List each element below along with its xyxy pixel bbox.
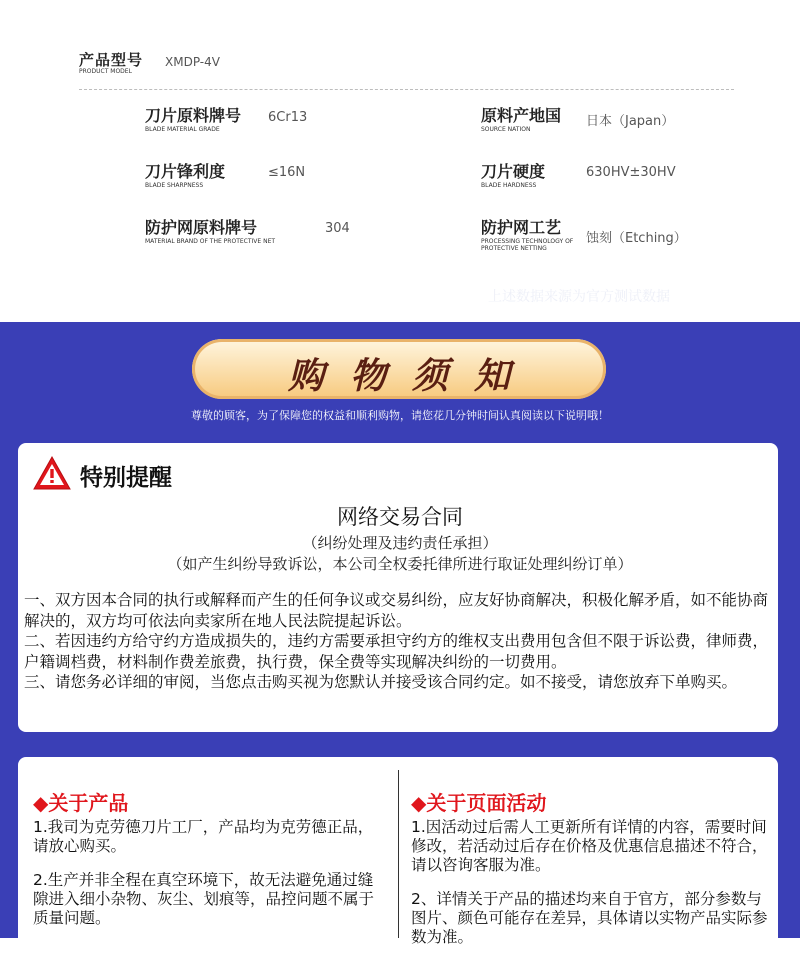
about-page-paragraph: 1.因活动过后需人工更新所有详情的内容，需要时间修改，若活动过后存在价格及优惠信息描述不符合，请以咨询客服为准。 (411, 818, 768, 874)
spec-net-process (481, 215, 591, 252)
contract-subtitle-2: （如产生纠纷导致诉讼，本公司全权委托律所进行取证处理纠纷订单） (167, 555, 633, 573)
spec-label: 刀片锋利度 (145, 162, 226, 181)
spec-net-material (145, 215, 275, 245)
spec-label: 刀片硬度 (481, 162, 546, 181)
about-product-section (33, 787, 388, 943)
spec-label: 刀片原料牌号 (145, 106, 242, 125)
spec-value: 日本（Japan） (586, 114, 675, 129)
spec-value: 6Cr13 (268, 110, 308, 125)
about-product-paragraph: 2.生产并非全程在真空环境下，故无法避免通过缝隙进入细小杂物、灰尘、划痕等，品控问题不属于质量问题。 (33, 871, 375, 927)
spec-blade-sharpness (145, 159, 225, 189)
contract-subtitle: （纠纷处理及违约责任承担） (302, 534, 498, 552)
column-divider (398, 770, 399, 938)
spec-blade-hardness (481, 159, 545, 189)
spec-value: 蚀刻（Etching） (586, 231, 687, 246)
spec-source-nation (481, 103, 561, 133)
spec-blade-grade (145, 103, 241, 133)
spec-label-en: BLADE HARDNESS (481, 182, 537, 189)
spec-label: 防护网工艺 (481, 218, 562, 237)
notice-banner (192, 339, 606, 399)
about-product-title: ◆关于产品 (33, 791, 129, 815)
product-model-value: XMDP-4V (165, 55, 220, 69)
notice-subtitle: 尊敬的顾客，为了保障您的权益和顺利购物，请您花几分钟时间认真阅读以下说明哦！ (191, 409, 609, 422)
warning-title: 特别提醒 (80, 465, 172, 491)
spec-label-en: BLADE MATERIAL GRADE (145, 126, 220, 133)
spec-label-en: SOURCE NATION (481, 126, 531, 133)
contract-clause: 三、请您务必详细的审阅，当您点击购买视为您默认并接受该合同约定。如不接受，请您放弃下单购买。 (24, 673, 738, 691)
spec-section (0, 0, 800, 322)
contract-clause: 一、双方因本合同的执行或解释而产生的任何争议或交易纠纷，应友好协商解决，积极化解矛盾，如不能协商解决的，双方均可依法向卖家所在地人民法院提起诉讼。 (24, 591, 769, 630)
about-product-paragraph: 1.我司为克劳德刀片工厂，产品均为克劳德正品，请放心购买。 (33, 818, 374, 855)
spec-label-en: PROCESSING TECHNOLOGY OF PROTECTIVE NETTING (481, 238, 574, 252)
spec-value: 304 (325, 221, 350, 236)
product-model-label: 产品型号 (79, 51, 144, 69)
about-page-title: ◆关于页面活动 (411, 791, 547, 815)
faded-footnote: 上述数据来源为官方测试数据 (488, 289, 670, 305)
spec-value: ≤16N (268, 165, 306, 180)
spec-label-en: BLADE SHARPNESS (145, 182, 204, 189)
notice-banner-title: 购物须知 (287, 356, 536, 397)
dashed-divider (79, 89, 734, 90)
spec-label: 原料产地国 (481, 106, 562, 125)
about-page-paragraph: 2、详情关于产品的描述均来自于官方，部分参数与图片、颜色可能存在差异，具体请以实物产品实际参数为准。 (411, 890, 768, 946)
warning-triangle-icon (32, 455, 72, 491)
spec-value: 630HV±30HV (586, 165, 676, 180)
spec-label-en: MATERIAL BRAND OF THE PROTECTIVE NET (145, 238, 276, 245)
about-page-section (411, 787, 771, 962)
spec-label: 防护网原料牌号 (145, 218, 258, 237)
product-model-label-en: PRODUCT MODEL (79, 68, 132, 75)
contract-clauses (24, 590, 776, 693)
contract-clause: 二、若因违约方给守约方造成损失的，违约方需要承担守约方的维权支出费用包含但不限于诉讼费，律师费，户籍调档费，材料制作费差旅费，执行费，保全费等实现解决纠纷的一切费用。 (24, 632, 769, 671)
contract-title: 网络交易合同 (337, 505, 463, 529)
